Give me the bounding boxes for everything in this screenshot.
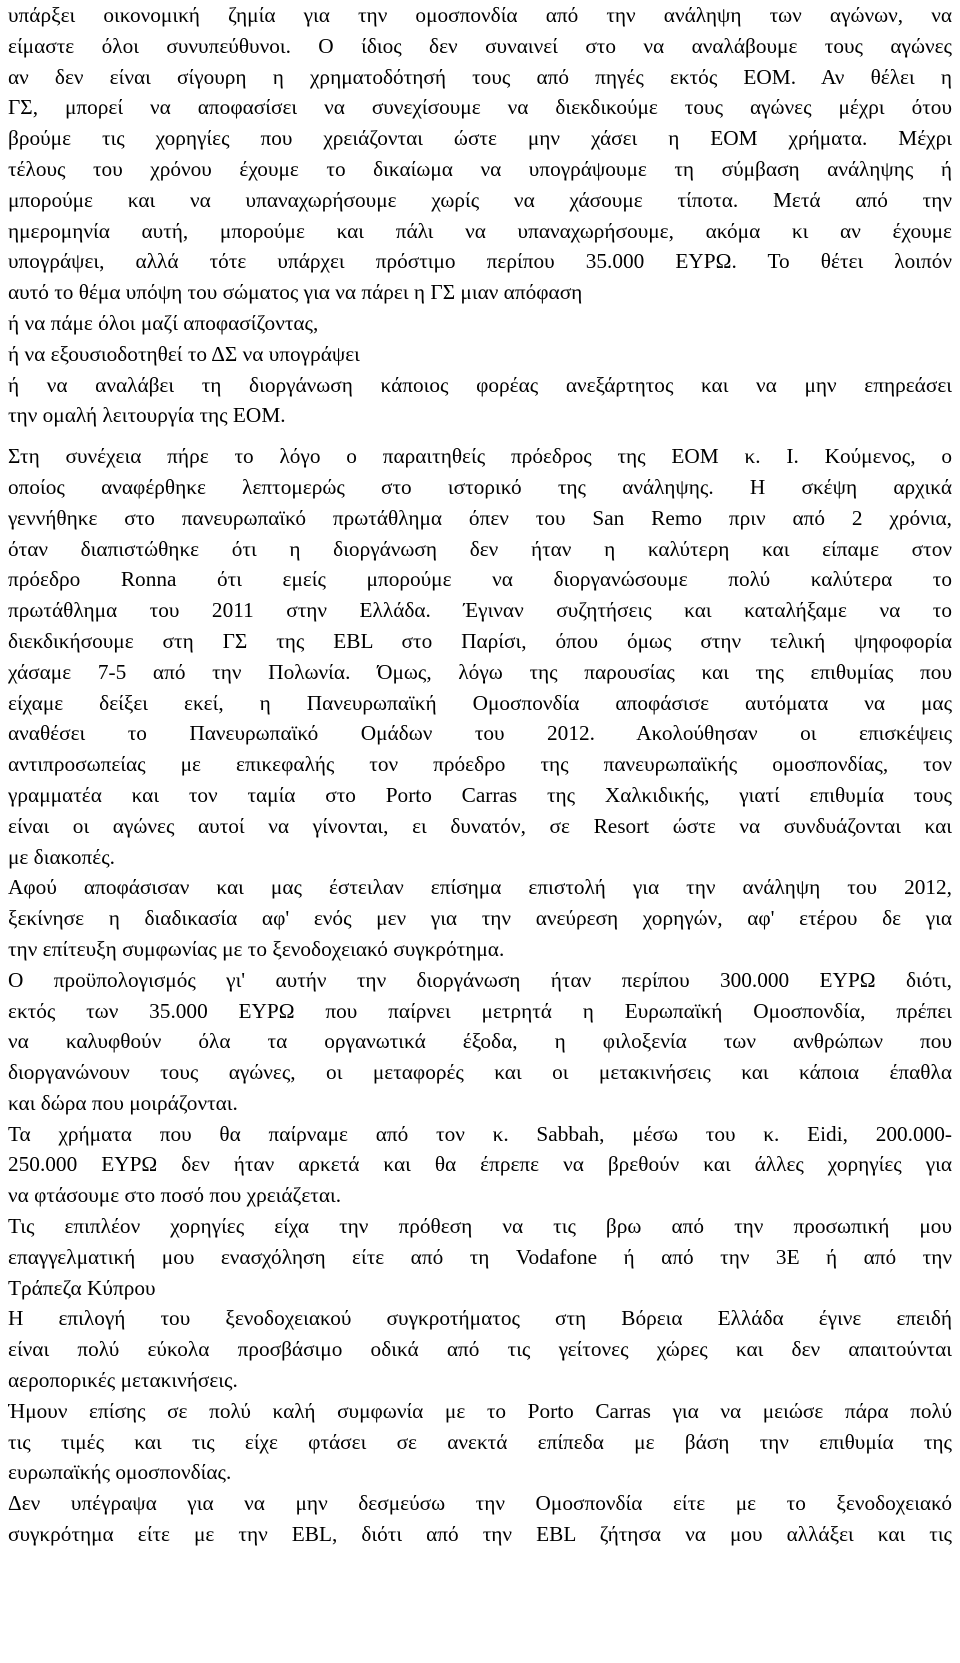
text-line: είναι πολύ εύκολα προσβάσιμο οδικά από τις γείτονες χώρες και δεν απαιτούνται	[8, 1337, 952, 1362]
text-line: υπογράψει, αλλά τότε υπάρχει πρόστιμο περίπου 35.000 ΕΥΡΩ. Το θέτει λοιπόν	[8, 249, 952, 274]
text-line: και δώρα που μοιράζονται.	[8, 1090, 238, 1115]
text-line: ξεκίνησε η διαδικασία αφ' ενός μεν για την ανεύρεση χορηγών, αφ' ετέρου δε για	[8, 906, 952, 931]
text-line: είμαστε όλοι συνυπεύθυνοι. Ο ίδιος δεν συναινεί στο να αναλάβουμε τους αγώνες	[8, 33, 952, 58]
text-line: Τράπεζα Κύπρου	[8, 1275, 156, 1300]
option-line: ή να αναλάβει τη διοργάνωση κάποιος φορέας ανεξάρτητος και να μην επηρεάσει	[8, 372, 952, 397]
text-line: εκτός των 35.000 ΕΥΡΩ που παίρνει μετρητά η Ευρωπαϊκή Ομοσπονδία, πρέπει	[8, 998, 952, 1023]
text-line: τέλους του χρόνου έχουμε το δικαίωμα να υπογράψουμε τη σύμβαση ανάληψης ή	[8, 156, 952, 181]
text-line: είχαμε δείξει εκεί, η Πανευρωπαϊκή Ομοσπονδία αποφάσισε αυτόματα να μας	[8, 690, 952, 715]
text-line: γραμματέα και τον ταμία στο Porto Carras της Χαλκιδικής, γιατί επιθυμία τους	[8, 782, 952, 807]
options-list	[8, 308, 952, 431]
text-line: ΓΣ, μπορεί να αποφασίσει να συνεχίσουμε να διεκδικούμε τους αγώνες μέχρι ότου	[8, 95, 952, 120]
text-line: είναι οι αγώνες αυτοί να γίνονται, ει δυνατόν, σε Resort ώστε να συνδυάζονται και	[8, 813, 952, 838]
option-line: ή να πάμε όλοι μαζί αποφασίζοντας,	[8, 310, 319, 335]
text-line: υπάρξει οικονομική ζημία για την ομοσπονδία από την ανάληψη των αγώνων, να	[8, 3, 952, 27]
paragraph-9	[8, 1488, 952, 1550]
text-line: Στη συνέχεια πήρε το λόγο ο παραιτηθείς πρόεδρος της ΕΟΜ κ. Ι. Κούμενος, ο	[8, 444, 952, 469]
text-line: να καλυφθούν όλα τα οργανωτικά έξοδα, η φιλοξενία των ανθρώπων που	[8, 1029, 952, 1054]
text-line: 250.000 ΕΥΡΩ δεν ήταν αρκετά και θα έπρεπε να βρεθούν και άλλες χορηγίες για	[8, 1152, 952, 1177]
text-line: πρωτάθλημα του 2011 στην Ελλάδα. Έγιναν συζητήσεις και καταλήξαμε να το	[8, 598, 952, 623]
option-line: την ομαλή λειτουργία της ΕΟΜ.	[8, 403, 286, 428]
text-line: Ο προϋπολογισμός γι' αυτήν την διοργάνωση ήταν περίπου 300.000 ΕΥΡΩ διότι,	[8, 967, 952, 992]
text-line: Τα χρήματα που θα παίρναμε από τον κ. Sabbah, μέσω του κ. Eidi, 200.000-	[8, 1121, 952, 1146]
paragraph-3	[8, 872, 952, 964]
text-line: με διακοπές.	[8, 844, 115, 869]
paragraph-8	[8, 1396, 952, 1488]
text-line: πρόεδρο Ronna ότι εμείς μπορούμε να διοργανώσουμε πολύ καλύτερα το	[8, 567, 952, 592]
text-line: οποίος αναφέρθηκε λεπτομερώς στο ιστορικό της ανάληψης. Η σκέψη αρχικά	[8, 474, 952, 499]
text-line: διοργανώνουν τους αγώνες, οι μεταφορές και οι μετακινήσεις και κάποια έπαθλα	[8, 1060, 952, 1085]
paragraph-6	[8, 1211, 952, 1303]
paragraph-1	[8, 0, 952, 308]
paragraph-4	[8, 965, 952, 1119]
paragraph-2	[8, 441, 952, 872]
text-line: επαγγελματική μου ενασχόληση είτε από τη Vodafone ή από την 3Ε ή από την	[8, 1244, 952, 1269]
paragraph-5	[8, 1119, 952, 1211]
text-line: αντιπροσωπείας με επικεφαλής τον πρόεδρο της πανευρωπαϊκής ομοσπονδίας, τον	[8, 752, 952, 777]
text-line: την επίτευξη συμφωνίας με το ξενοδοχειακό συγκρότημα.	[8, 936, 505, 961]
text-line: μπορούμε και να υπαναχωρήσουμε χωρίς να χάσουμε τίποτα. Μετά από την	[8, 187, 952, 212]
text-line: να φτάσουμε στο ποσό που χρειάζεται.	[8, 1183, 342, 1208]
paragraph-7	[8, 1303, 952, 1395]
text-line: συγκρότημα είτε με την EBL, διότι από την EBL ζήτησα να μου αλλάξει και τις	[8, 1522, 952, 1547]
text-line: αεροπορικές μετακινήσεις.	[8, 1368, 238, 1393]
text-line: Τις επιπλέον χορηγίες είχα την πρόθεση να τις βρω από την προσωπική μου	[8, 1214, 952, 1239]
text-line: Η επιλογή του ξενοδοχειακού συγκροτήματος στη Βόρεια Ελλάδα έγινε επειδή	[8, 1306, 952, 1331]
text-line: Αφού αποφάσισαν και μας έστειλαν επίσημα επιστολή για την ανάληψη του 2012,	[8, 875, 952, 900]
text-line: αν δεν είναι σίγουρη η χρηματοδότησή τους από πηγές εκτός ΕΟΜ. Αν θέλει η	[8, 64, 952, 89]
text-line: γεννήθηκε στο πανευρωπαϊκό πρωτάθλημα όπεν του San Remo πριν από 2 χρόνια,	[8, 505, 952, 530]
text-line: ημερομηνία αυτή, μπορούμε και πάλι να υπαναχωρήσουμε, ακόμα κι αν έχουμε	[8, 218, 952, 243]
text-line: Ήμουν επίσης σε πολύ καλή συμφωνία με το Porto Carras για να μειώσε πάρα πολύ	[8, 1398, 952, 1423]
text-line: ευρωπαϊκής ομοσπονδίας.	[8, 1460, 232, 1485]
text-line: όταν διαπιστώθηκε ότι η διοργάνωση δεν ήταν η καλύτερη και είπαμε στον	[8, 536, 952, 561]
text-line: χάσαμε 7-5 από την Πολωνία. Όμως, λόγω της παρουσίας και της επιθυμίας που	[8, 659, 952, 684]
text-line: βρούμε τις χορηγίες που χρειάζονται ώστε μην χάσει η ΕΟΜ χρήματα. Μέχρι	[8, 126, 952, 151]
text-line: αναθέσει το Πανευρωπαϊκό Ομάδων του 2012. Ακολούθησαν οι επισκέψεις	[8, 721, 952, 746]
text-line: διεκδικήσουμε στη ΓΣ της EBL στο Παρίσι, όπου όμως στην τελική ψηφοφορία	[8, 628, 952, 653]
option-line: ή να εξουσιοδοτηθεί το ΔΣ να υπογράψει	[8, 341, 360, 366]
text-line: Δεν υπέγραψα για να μην δεσμεύσω την Ομοσπονδία είτε με το ξενοδοχειακό	[8, 1491, 952, 1516]
text-line: αυτό το θέμα υπόψη του σώματος για να πάρει η ΓΣ μιαν απόφαση	[8, 280, 583, 305]
text-line: τις τιμές και τις είχε φτάσει σε ανεκτά επίπεδα με βάση την επιθυμία της	[8, 1429, 952, 1454]
